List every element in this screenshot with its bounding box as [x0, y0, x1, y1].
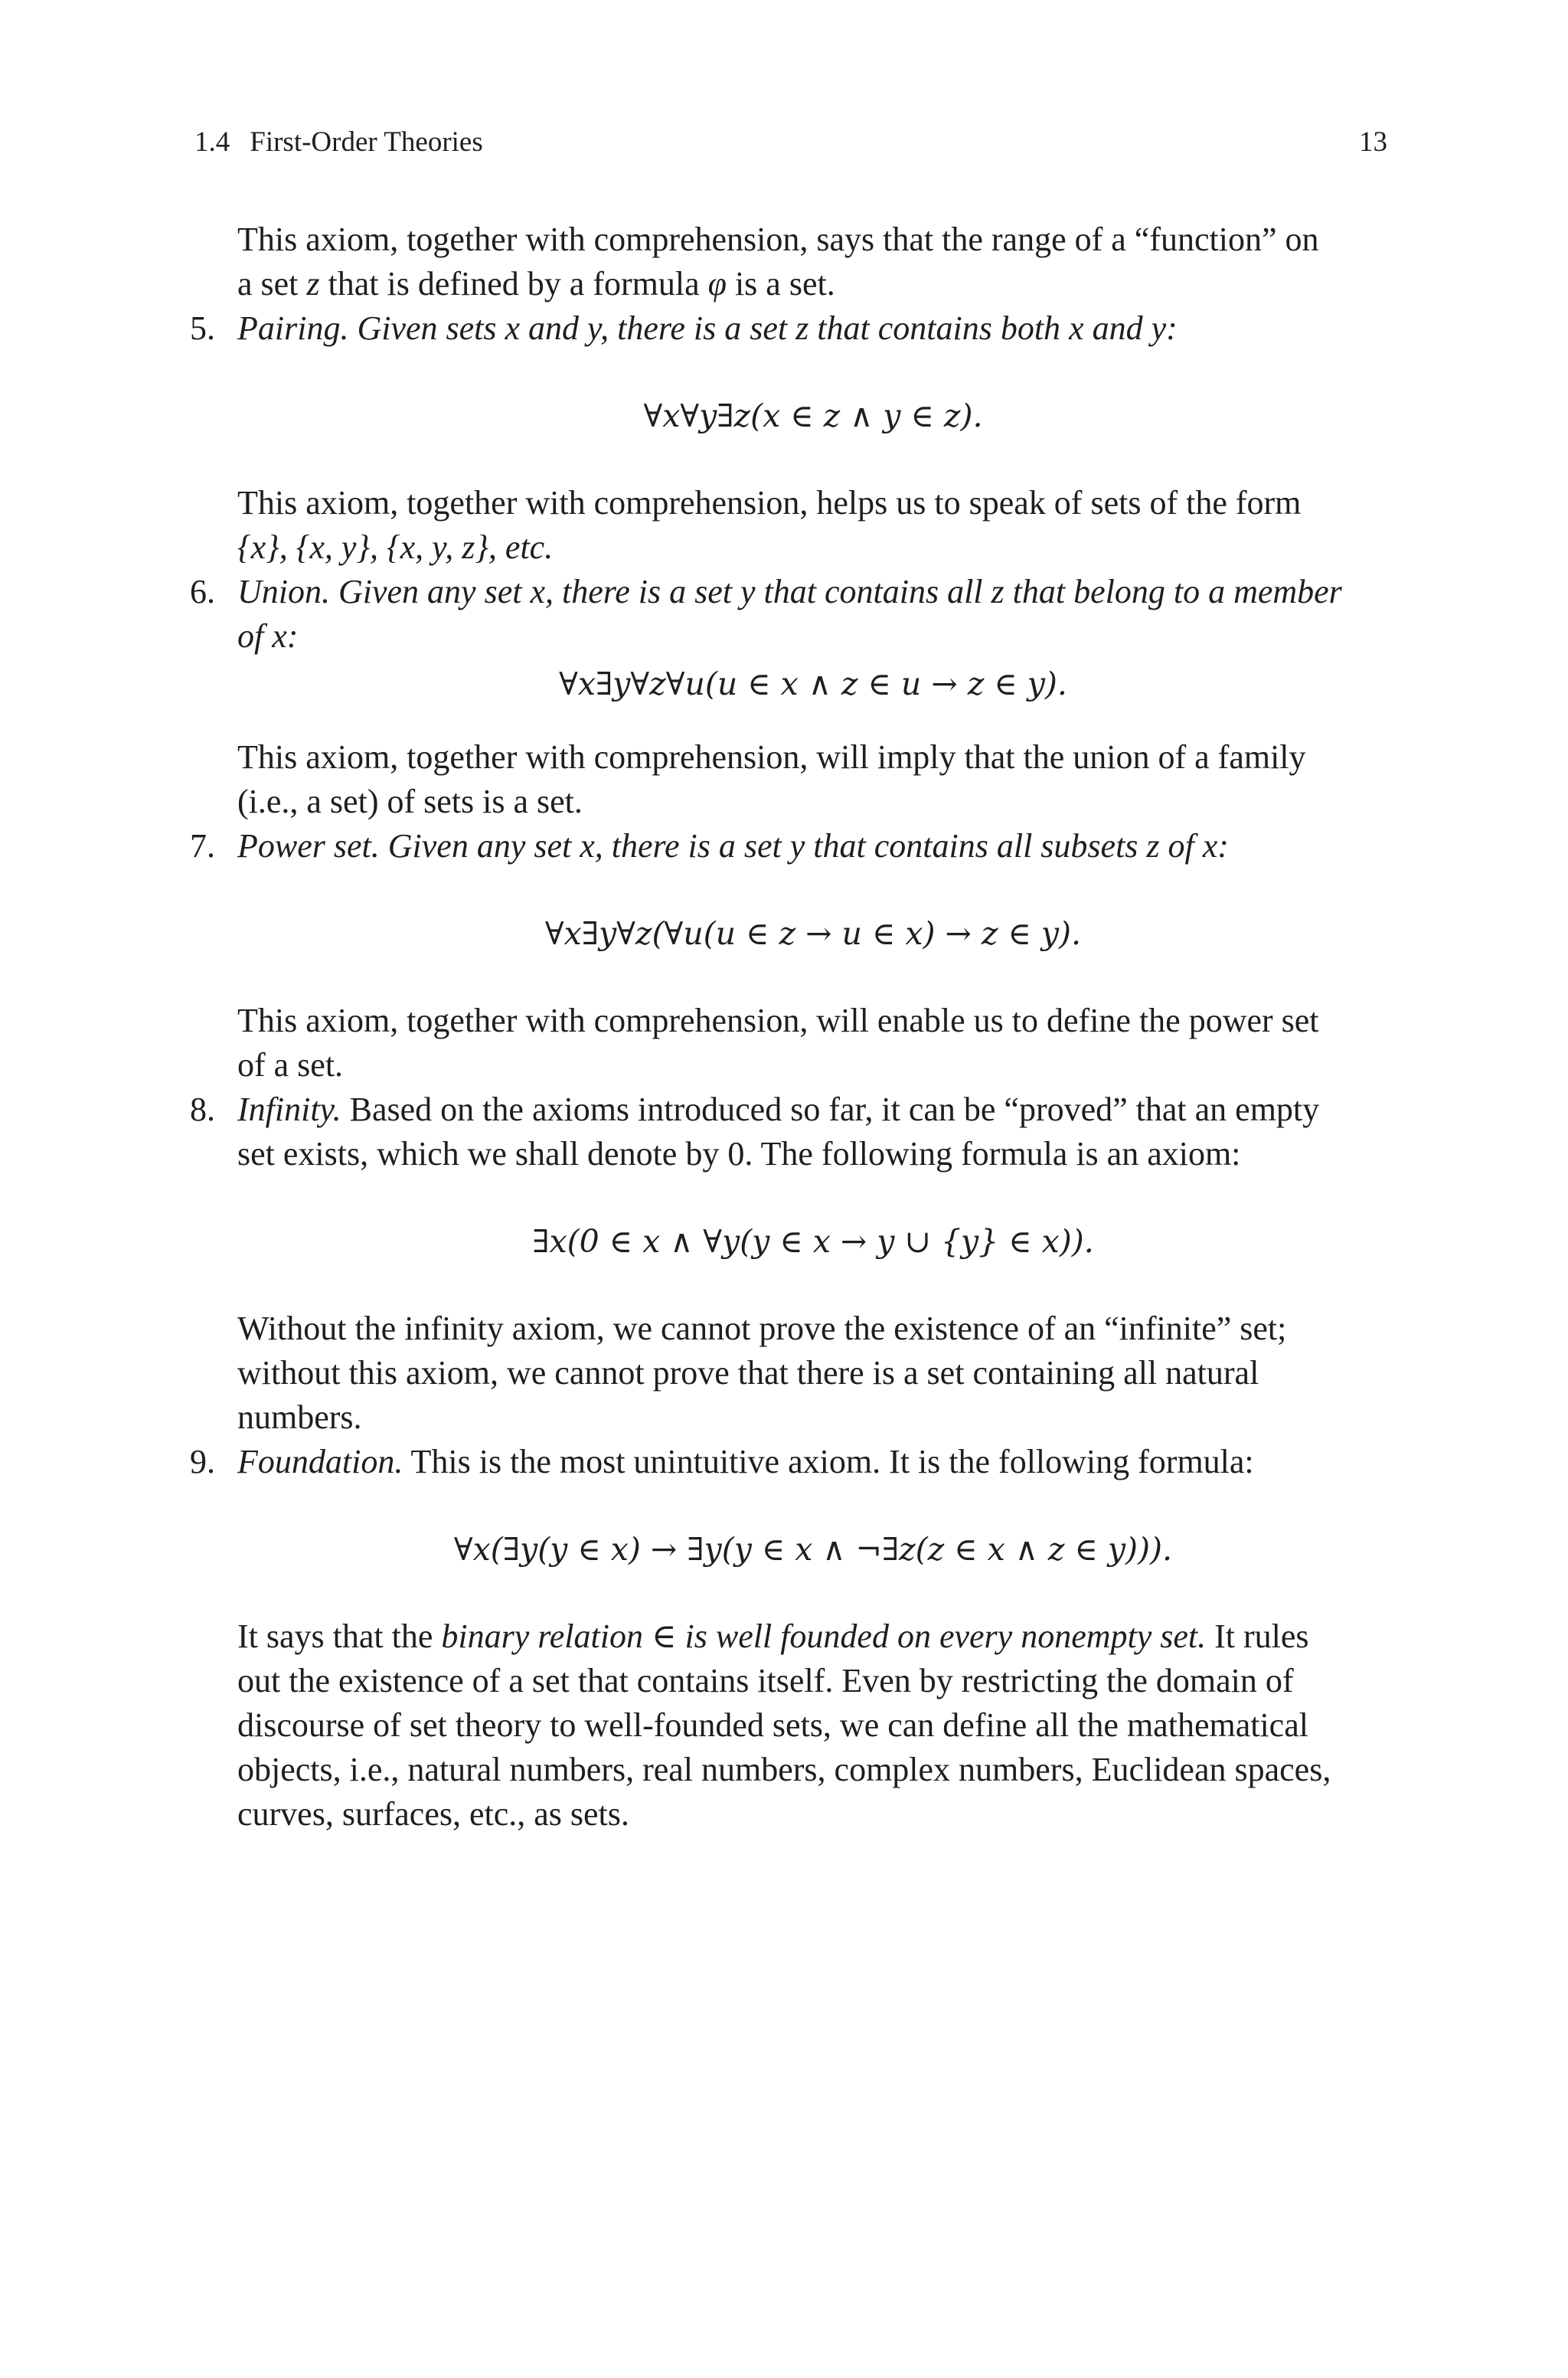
- axiom-statement: [237, 306, 1389, 351]
- axiom-title: Power set.: [237, 827, 380, 865]
- text-line: numbers.: [237, 1398, 362, 1436]
- axiom-foundation: [190, 1440, 1389, 1837]
- text-span: Given sets x and y, there is a set z that contains both x and y:: [348, 309, 1178, 347]
- text-span: It says that the: [237, 1617, 442, 1655]
- text-line: curves, surfaces, etc., as sets.: [237, 1795, 629, 1833]
- text-span: Based on the axioms introduced so far, it can be “proved” that an empty: [341, 1091, 1320, 1128]
- axiom-title: Pairing.: [237, 309, 349, 347]
- formula: ∀x(∃y(y ∈ x) → ∃y(y ∈ x ∧ ¬∃z(z ∈ x ∧ z ∈ y))).: [453, 1531, 1173, 1568]
- formula: ∀x∃y∀z∀u(u ∈ x ∧ z ∈ u → z ∈ y).: [559, 666, 1067, 702]
- text-line: This axiom, together with comprehension, will imply that the union of a family: [237, 738, 1306, 776]
- math-variable: φ: [707, 265, 727, 303]
- intro-paragraph: [237, 218, 1389, 306]
- section-title: First-Order Theories: [250, 126, 483, 158]
- axiom-pairing: [190, 306, 1389, 570]
- axiom-comment: [237, 1614, 1389, 1837]
- text-span: a set: [237, 265, 307, 303]
- text-span: is a set.: [726, 265, 835, 303]
- item-number: 5.: [190, 309, 215, 347]
- axiom-comment: [237, 999, 1389, 1088]
- text-line: objects, i.e., natural numbers, real numbers, complex numbers, Euclidean spaces,: [237, 1751, 1331, 1788]
- item-number: 6.: [190, 573, 215, 610]
- text-span: Given any set x, there is a set y that contains all subsets z of x:: [379, 827, 1229, 865]
- text-span: It rules: [1206, 1617, 1309, 1655]
- axiom-title: Union.: [237, 573, 330, 610]
- text-span: that is defined by a formula: [319, 265, 708, 303]
- running-header: [194, 126, 483, 159]
- text-line: without this axiom, we cannot prove that there is a set containing all natural: [237, 1354, 1259, 1392]
- axiom-union: [190, 570, 1389, 824]
- axiom-statement: [237, 570, 1389, 659]
- axiom-title: Infinity.: [237, 1091, 341, 1128]
- axiom-statement: [237, 1088, 1389, 1176]
- text-span: Given any set x, there is a set y that contains all z that belong to a member: [330, 573, 1342, 610]
- item-number: 8.: [190, 1091, 215, 1128]
- text-line: This axiom, together with comprehension, says that the range of a “function” on: [237, 221, 1319, 258]
- page-body: [190, 218, 1389, 1837]
- axiom-comment: [237, 1307, 1389, 1440]
- text-span: of x:: [237, 617, 299, 655]
- text-line: discourse of set theory to well-founded sets, we can define all the mathematical: [237, 1706, 1308, 1744]
- math-variable: z: [306, 265, 320, 303]
- axiom-statement: [237, 824, 1389, 868]
- emphasis-text: binary relation ∈ is well founded on every nonempty set.: [441, 1617, 1207, 1655]
- text-line: (i.e., a set) of sets is a set.: [237, 783, 583, 820]
- section-number: 1.4: [194, 126, 230, 158]
- text-line: Without the infinity axiom, we cannot prove the existence of an “infinite” set;: [237, 1310, 1287, 1347]
- text-line: This axiom, together with comprehension, will enable us to define the power set: [237, 1002, 1319, 1039]
- text-line: This axiom, together with comprehension, helps us to speak of sets of the form: [237, 484, 1302, 522]
- text-line: out the existence of a set that contains itself. Even by restricting the domain of: [237, 1662, 1294, 1699]
- text-line: of a set.: [237, 1046, 344, 1084]
- text-span: This is the most unintuitive axiom. It is the following formula:: [403, 1443, 1254, 1480]
- axiom-comment: [237, 735, 1389, 824]
- formula: ∃x(0 ∈ x ∧ ∀y(y ∈ x → y ∪ {y} ∈ x)).: [532, 1223, 1094, 1260]
- page-number: 13: [1359, 126, 1387, 158]
- axiom-comment: [237, 481, 1389, 570]
- axiom-statement: [237, 1440, 1389, 1484]
- axiom-title: Foundation.: [237, 1443, 403, 1480]
- item-number: 7.: [190, 827, 215, 865]
- text-span: set exists, which we shall denote by 0. The following formula is an axiom:: [237, 1135, 1241, 1173]
- formula: ∀x∃y∀z(∀u(u ∈ z → u ∈ x) → z ∈ y).: [544, 915, 1082, 952]
- axiom-infinity: [190, 1088, 1389, 1440]
- text-line: {x}, {x, y}, {x, y, z}, etc.: [237, 528, 554, 566]
- formula: ∀x∀y∃z(x ∈ z ∧ y ∈ z).: [643, 397, 983, 434]
- item-number: 9.: [190, 1443, 215, 1480]
- axiom-power-set: [190, 824, 1389, 1088]
